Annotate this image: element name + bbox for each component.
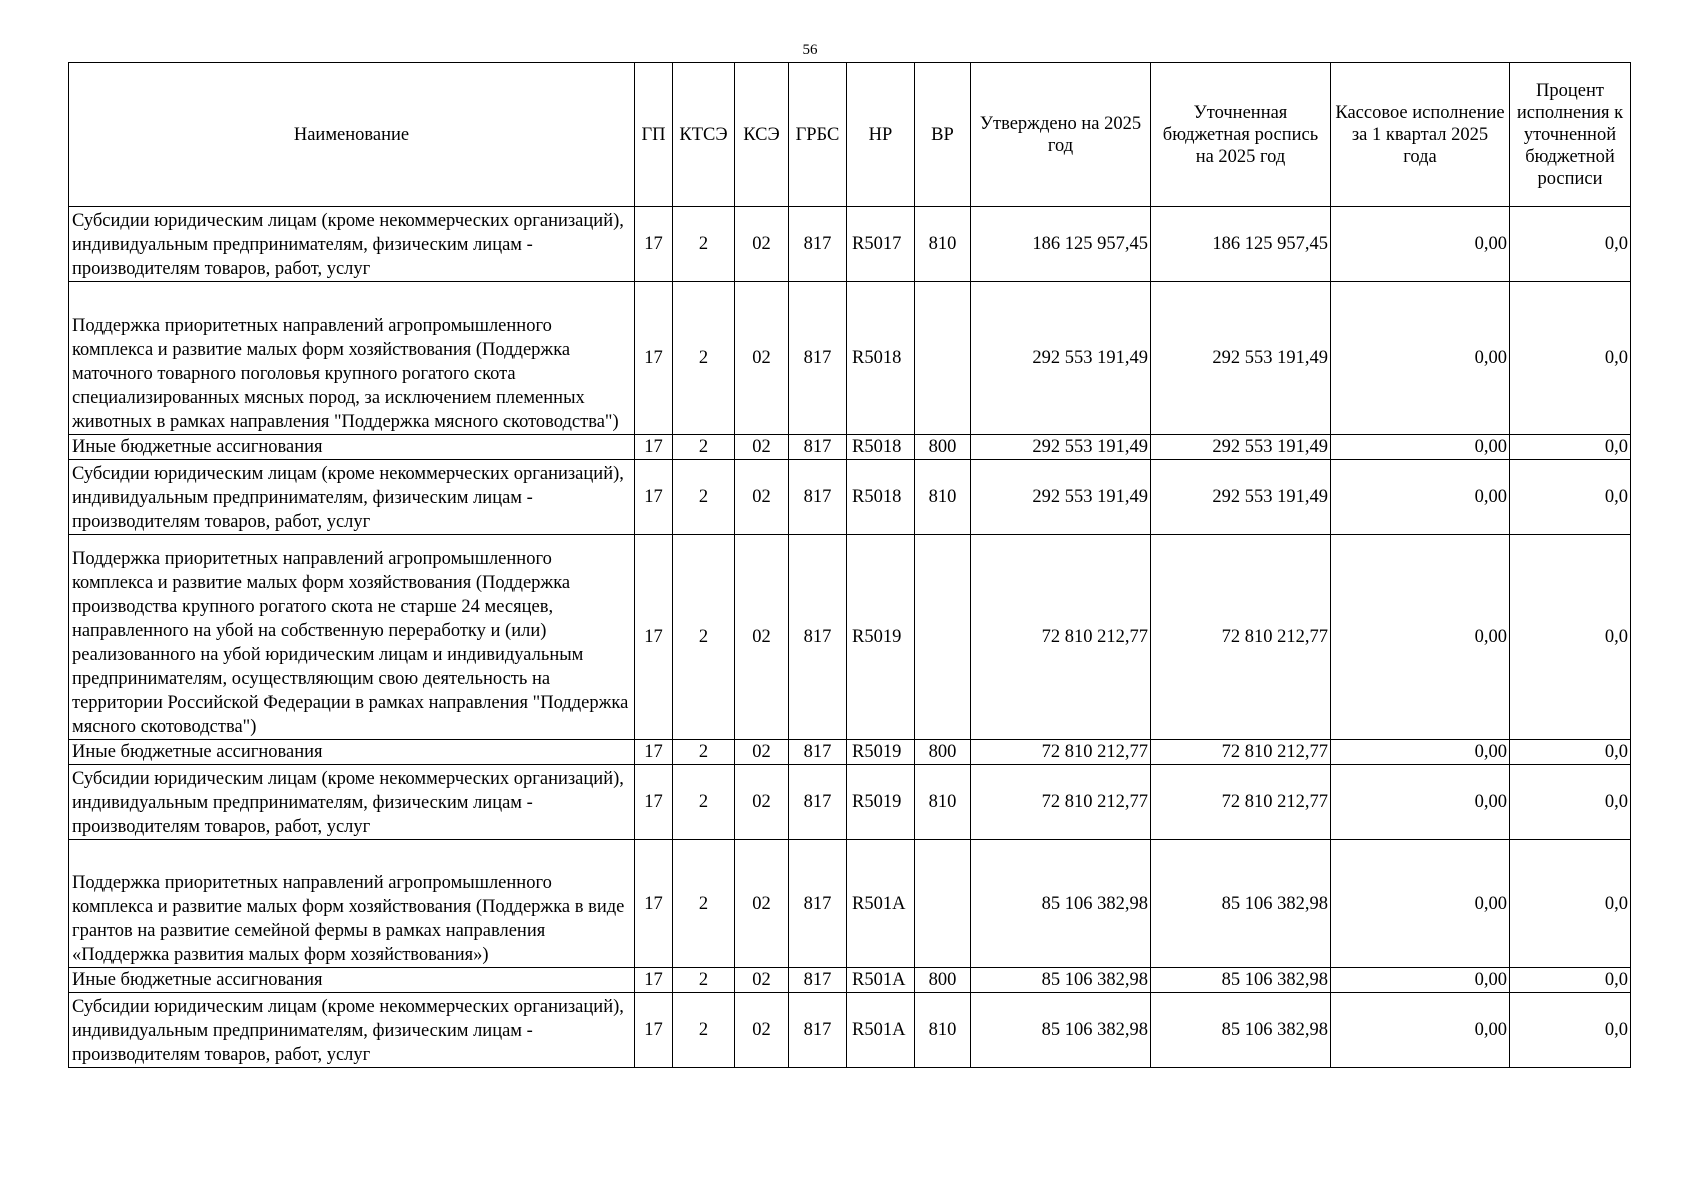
column-header-nr: НР [847, 63, 915, 207]
cell-ktse: 2 [673, 993, 735, 1068]
cell-grbs: 817 [789, 435, 847, 460]
cell-ktse: 2 [673, 740, 735, 765]
cell-ktse: 2 [673, 207, 735, 282]
cell-approved: 72 810 212,77 [971, 740, 1151, 765]
cell-vr: 810 [915, 460, 971, 535]
cell-approved: 85 106 382,98 [971, 968, 1151, 993]
cell-approved: 72 810 212,77 [971, 535, 1151, 740]
column-header-approved: Утверждено на 2025 год [971, 63, 1151, 207]
cell-cash: 0,00 [1331, 460, 1510, 535]
table-row [69, 535, 1631, 740]
cell-refined: 292 553 191,49 [1151, 282, 1331, 435]
cell-approved: 292 553 191,49 [971, 460, 1151, 535]
cell-percent: 0,0 [1510, 765, 1631, 840]
cell-ktse: 2 [673, 282, 735, 435]
cell-kse: 02 [735, 282, 789, 435]
cell-gp: 17 [635, 840, 673, 968]
cell-kse: 02 [735, 207, 789, 282]
cell-nr: R501A [847, 968, 915, 993]
cell-grbs: 817 [789, 968, 847, 993]
cell-gp: 17 [635, 535, 673, 740]
table-row [69, 840, 1631, 968]
cell-percent: 0,0 [1510, 282, 1631, 435]
cell-gp: 17 [635, 740, 673, 765]
cell-vr: 800 [915, 740, 971, 765]
cell-refined: 85 106 382,98 [1151, 993, 1331, 1068]
table-row [69, 282, 1631, 435]
cell-grbs: 817 [789, 282, 847, 435]
cell-nr: R501A [847, 993, 915, 1068]
cell-name: Поддержка приоритетных направлений агропромышленного комплекса и развитие малых форм хозяйствования (Поддержка производства крупного рогатого скота не старше 24 месяцев, направленного на убой на собственную переработку и (или) реализованного на убой юридическим лицам и индивидуальным предпринимателям, осуществляющим свою деятельность на территории Российской Федерации в рамках направления "Поддержка мясного скотоводства") [69, 535, 635, 740]
cell-vr [915, 840, 971, 968]
cell-kse: 02 [735, 740, 789, 765]
cell-vr: 800 [915, 435, 971, 460]
cell-refined: 292 553 191,49 [1151, 435, 1331, 460]
cell-percent: 0,0 [1510, 535, 1631, 740]
cell-name: Поддержка приоритетных направлений агропромышленного комплекса и развитие малых форм хозяйствования (Поддержка в виде грантов на развитие семейной фермы в рамках направления «Поддержка развития малых форм хозяйствования») [69, 840, 635, 968]
cell-cash: 0,00 [1331, 282, 1510, 435]
cell-vr: 810 [915, 207, 971, 282]
cell-ktse: 2 [673, 435, 735, 460]
cell-name: Субсидии юридическим лицам (кроме некоммерческих организаций), индивидуальным предпринимателям, физическим лицам - производителям товаров, работ, услуг [69, 993, 635, 1068]
cell-grbs: 817 [789, 840, 847, 968]
cell-grbs: 817 [789, 207, 847, 282]
cell-approved: 292 553 191,49 [971, 282, 1151, 435]
cell-gp: 17 [635, 435, 673, 460]
column-header-kse: КСЭ [735, 63, 789, 207]
table-row [69, 993, 1631, 1068]
column-header-cash: Кассовое исполнение за 1 квартал 2025 года [1331, 63, 1510, 207]
cell-refined: 292 553 191,49 [1151, 460, 1331, 535]
cell-nr: R5017 [847, 207, 915, 282]
cell-vr: 810 [915, 993, 971, 1068]
cell-kse: 02 [735, 765, 789, 840]
cell-grbs: 817 [789, 460, 847, 535]
cell-nr: R501A [847, 840, 915, 968]
cell-refined: 72 810 212,77 [1151, 740, 1331, 765]
cell-approved: 85 106 382,98 [971, 840, 1151, 968]
cell-vr: 800 [915, 968, 971, 993]
cell-name: Иные бюджетные ассигнования [69, 435, 635, 460]
cell-cash: 0,00 [1331, 535, 1510, 740]
table-row [69, 460, 1631, 535]
column-header-gp: ГП [635, 63, 673, 207]
cell-refined: 186 125 957,45 [1151, 207, 1331, 282]
cell-percent: 0,0 [1510, 993, 1631, 1068]
cell-kse: 02 [735, 460, 789, 535]
cell-kse: 02 [735, 535, 789, 740]
budget-table [68, 62, 1631, 1068]
cell-cash: 0,00 [1331, 968, 1510, 993]
cell-ktse: 2 [673, 765, 735, 840]
cell-refined: 85 106 382,98 [1151, 968, 1331, 993]
cell-percent: 0,0 [1510, 207, 1631, 282]
cell-approved: 292 553 191,49 [971, 435, 1151, 460]
cell-cash: 0,00 [1331, 840, 1510, 968]
cell-nr: R5019 [847, 740, 915, 765]
table-row [69, 207, 1631, 282]
cell-kse: 02 [735, 840, 789, 968]
cell-approved: 72 810 212,77 [971, 765, 1151, 840]
column-header-name: Наименование [69, 63, 635, 207]
cell-ktse: 2 [673, 968, 735, 993]
cell-approved: 85 106 382,98 [971, 993, 1151, 1068]
column-header-ktse: КТСЭ [673, 63, 735, 207]
cell-cash: 0,00 [1331, 993, 1510, 1068]
cell-percent: 0,0 [1510, 968, 1631, 993]
cell-kse: 02 [735, 435, 789, 460]
cell-nr: R5019 [847, 765, 915, 840]
cell-ktse: 2 [673, 840, 735, 968]
table-row [69, 435, 1631, 460]
cell-name: Субсидии юридическим лицам (кроме некоммерческих организаций), индивидуальным предпринимателям, физическим лицам - производителям товаров, работ, услуг [69, 765, 635, 840]
cell-name: Поддержка приоритетных направлений агропромышленного комплекса и развитие малых форм хозяйствования (Поддержка маточного товарного поголовья крупного рогатого скота специализированных мясных пород, за исключением племенных животных в рамках направления "Поддержка мясного скотоводства") [69, 282, 635, 435]
cell-kse: 02 [735, 993, 789, 1068]
cell-gp: 17 [635, 282, 673, 435]
cell-percent: 0,0 [1510, 435, 1631, 460]
cell-kse: 02 [735, 968, 789, 993]
cell-gp: 17 [635, 993, 673, 1068]
table-row [69, 740, 1631, 765]
column-header-vr: ВР [915, 63, 971, 207]
cell-vr [915, 535, 971, 740]
cell-cash: 0,00 [1331, 207, 1510, 282]
cell-refined: 72 810 212,77 [1151, 765, 1331, 840]
cell-grbs: 817 [789, 993, 847, 1068]
cell-gp: 17 [635, 207, 673, 282]
table-header-row [69, 63, 1631, 207]
cell-nr: R5018 [847, 460, 915, 535]
cell-name: Субсидии юридическим лицам (кроме некоммерческих организаций), индивидуальным предпринимателям, физическим лицам - производителям товаров, работ, услуг [69, 207, 635, 282]
column-header-percent: Процент исполнения к уточненной бюджетной росписи [1510, 63, 1631, 207]
cell-percent: 0,0 [1510, 740, 1631, 765]
cell-grbs: 817 [789, 535, 847, 740]
cell-cash: 0,00 [1331, 435, 1510, 460]
cell-grbs: 817 [789, 740, 847, 765]
cell-name: Иные бюджетные ассигнования [69, 968, 635, 993]
cell-refined: 72 810 212,77 [1151, 535, 1331, 740]
cell-nr: R5018 [847, 282, 915, 435]
cell-vr [915, 282, 971, 435]
cell-name: Субсидии юридическим лицам (кроме некоммерческих организаций), индивидуальным предпринимателям, физическим лицам - производителям товаров, работ, услуг [69, 460, 635, 535]
table-row [69, 765, 1631, 840]
cell-percent: 0,0 [1510, 460, 1631, 535]
cell-gp: 17 [635, 460, 673, 535]
page-number: 56 [802, 42, 818, 58]
column-header-grbs: ГРБС [789, 63, 847, 207]
cell-refined: 85 106 382,98 [1151, 840, 1331, 968]
cell-vr: 810 [915, 765, 971, 840]
cell-nr: R5018 [847, 435, 915, 460]
cell-nr: R5019 [847, 535, 915, 740]
cell-gp: 17 [635, 968, 673, 993]
cell-name: Иные бюджетные ассигнования [69, 740, 635, 765]
cell-gp: 17 [635, 765, 673, 840]
column-header-refined: Уточненная бюджетная роспись на 2025 год [1151, 63, 1331, 207]
cell-cash: 0,00 [1331, 740, 1510, 765]
cell-ktse: 2 [673, 460, 735, 535]
cell-cash: 0,00 [1331, 765, 1510, 840]
table-row [69, 968, 1631, 993]
cell-ktse: 2 [673, 535, 735, 740]
cell-approved: 186 125 957,45 [971, 207, 1151, 282]
cell-percent: 0,0 [1510, 840, 1631, 968]
cell-grbs: 817 [789, 765, 847, 840]
